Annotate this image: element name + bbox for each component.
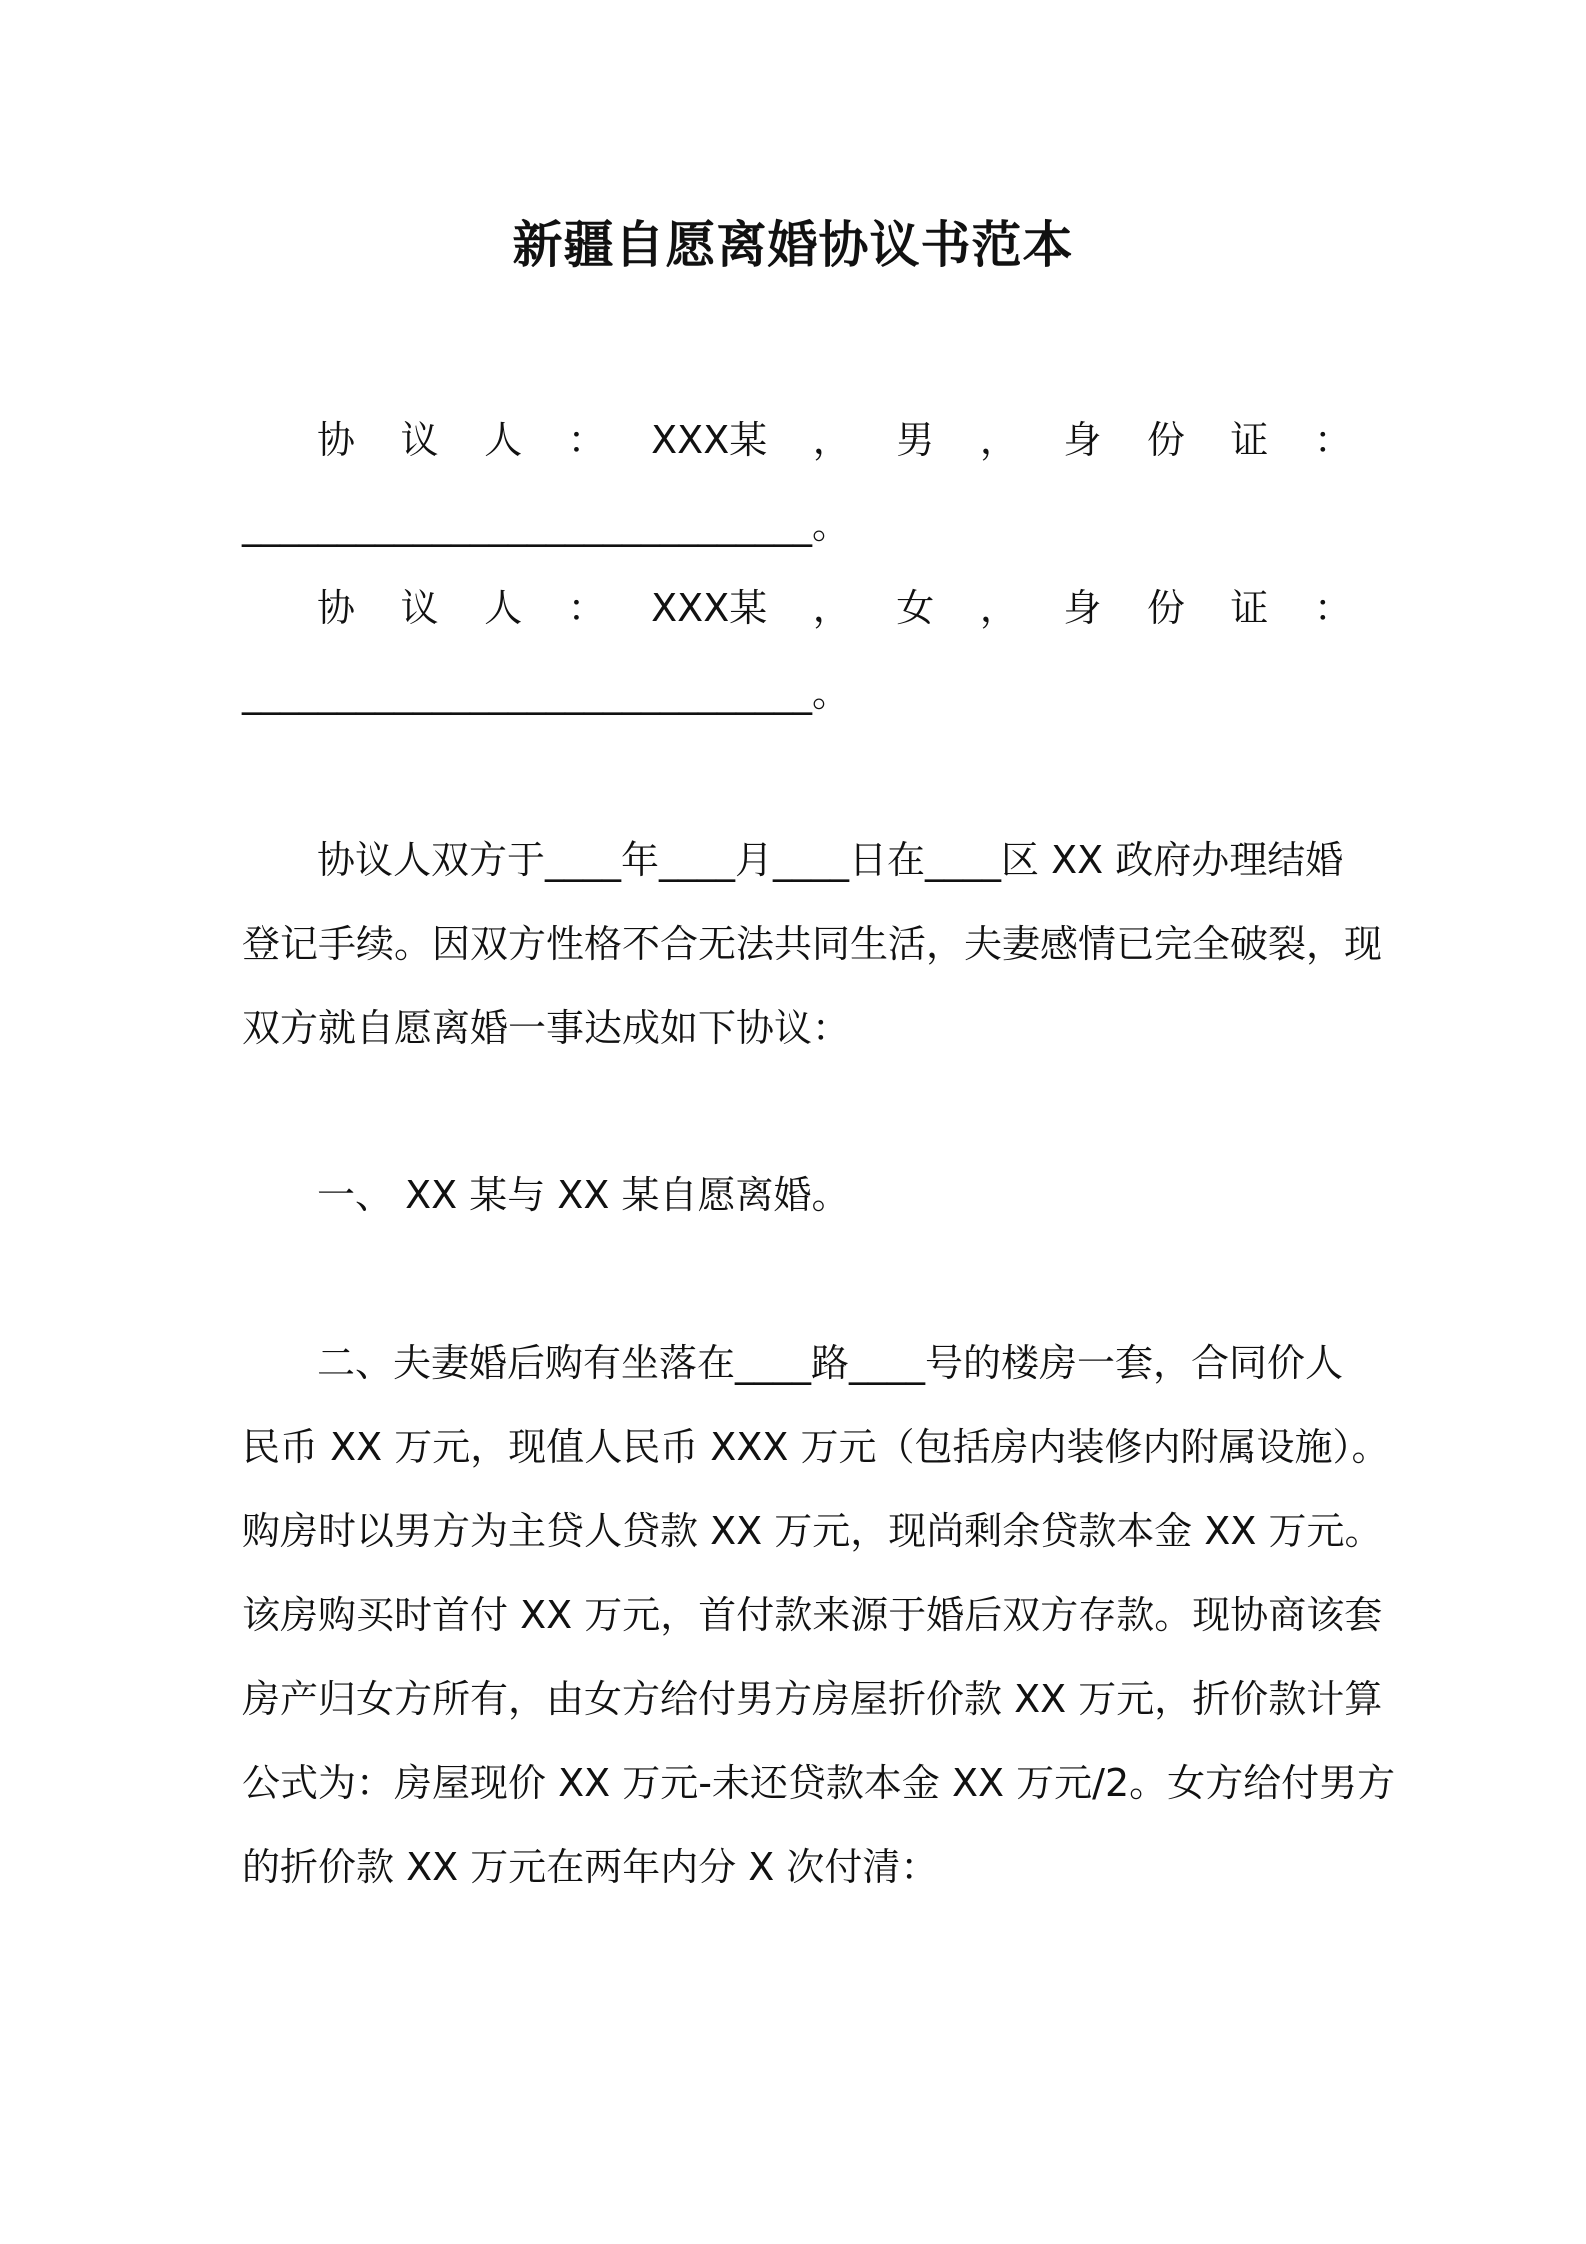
party1-name: XXX某: [651, 418, 768, 462]
clause-1: 一、 XX 某与 XX 某自愿离婚。: [317, 1173, 850, 1217]
party1-gender: 男: [896, 418, 935, 462]
clause-2-line: 该房购买时首付 XX 万元，首付款来源于婚后双方存款。现协商该套: [242, 1593, 1383, 1637]
party2-name: XXX某: [651, 586, 768, 630]
party1-token: 证: [1230, 418, 1269, 462]
party1-token: ：: [1313, 418, 1352, 462]
party2-gender: 女: [896, 586, 935, 630]
clause-2-line: 购房时以男方为主贷人贷款 XX 万元，现尚剩余贷款本金 XX 万元。: [242, 1509, 1383, 1553]
party1-line: [242, 410, 1352, 470]
party1-token: ，: [812, 418, 851, 462]
document-title: 新疆自愿离婚协议书范本: [512, 216, 1074, 274]
party1-token: ，: [979, 418, 1018, 462]
party2-token: 人: [484, 586, 523, 630]
party2-token: ，: [812, 586, 851, 630]
party1-token: 份: [1146, 418, 1185, 462]
clause-2-line: 的折价款 XX 万元在两年内分 X 次付清：: [242, 1845, 939, 1889]
intro-line: 双方就自愿离婚一事达成如下协议：: [242, 1006, 851, 1050]
party2-token: ，: [979, 586, 1018, 630]
party2-token: 份: [1146, 586, 1185, 630]
party1-token: ：: [567, 418, 606, 462]
clause-2-line: 二、夫妻婚后购有坐落在____路____号的楼房一套，合同价人: [317, 1341, 1344, 1385]
party2-line: [242, 578, 1352, 638]
intro-line: 登记手续。因双方性格不合无法共同生活，夫妻感情已完全破裂，现: [242, 922, 1383, 966]
party1-token: 议: [400, 418, 439, 462]
intro-line: 协议人双方于____年____月____日在____区 XX 政府办理结婚: [317, 838, 1344, 882]
party2-token: ：: [1313, 586, 1352, 630]
party2-token: ：: [567, 586, 606, 630]
party1-token: 协: [317, 418, 356, 462]
party1-token: 身: [1063, 418, 1102, 462]
party2-token: 证: [1230, 586, 1269, 630]
clause-2-line: 房产归女方所有，由女方给付男方房屋折价款 XX 万元，折价款计算: [242, 1677, 1383, 1721]
party2-id-line: ______________________________。: [242, 671, 851, 715]
party1-id-line: ______________________________。: [242, 503, 851, 547]
party1-token: 人: [484, 418, 523, 462]
clause-2-line: 民币 XX 万元，现值人民币 XXX 万元（包括房内装修内附属设施）。: [242, 1425, 1390, 1469]
party2-token: 议: [400, 586, 439, 630]
party2-token: 身: [1063, 586, 1102, 630]
party2-token: 协: [317, 586, 356, 630]
clause-2-line: 公式为：房屋现价 XX 万元-未还贷款本金 XX 万元/2。女方给付男方: [242, 1761, 1396, 1805]
